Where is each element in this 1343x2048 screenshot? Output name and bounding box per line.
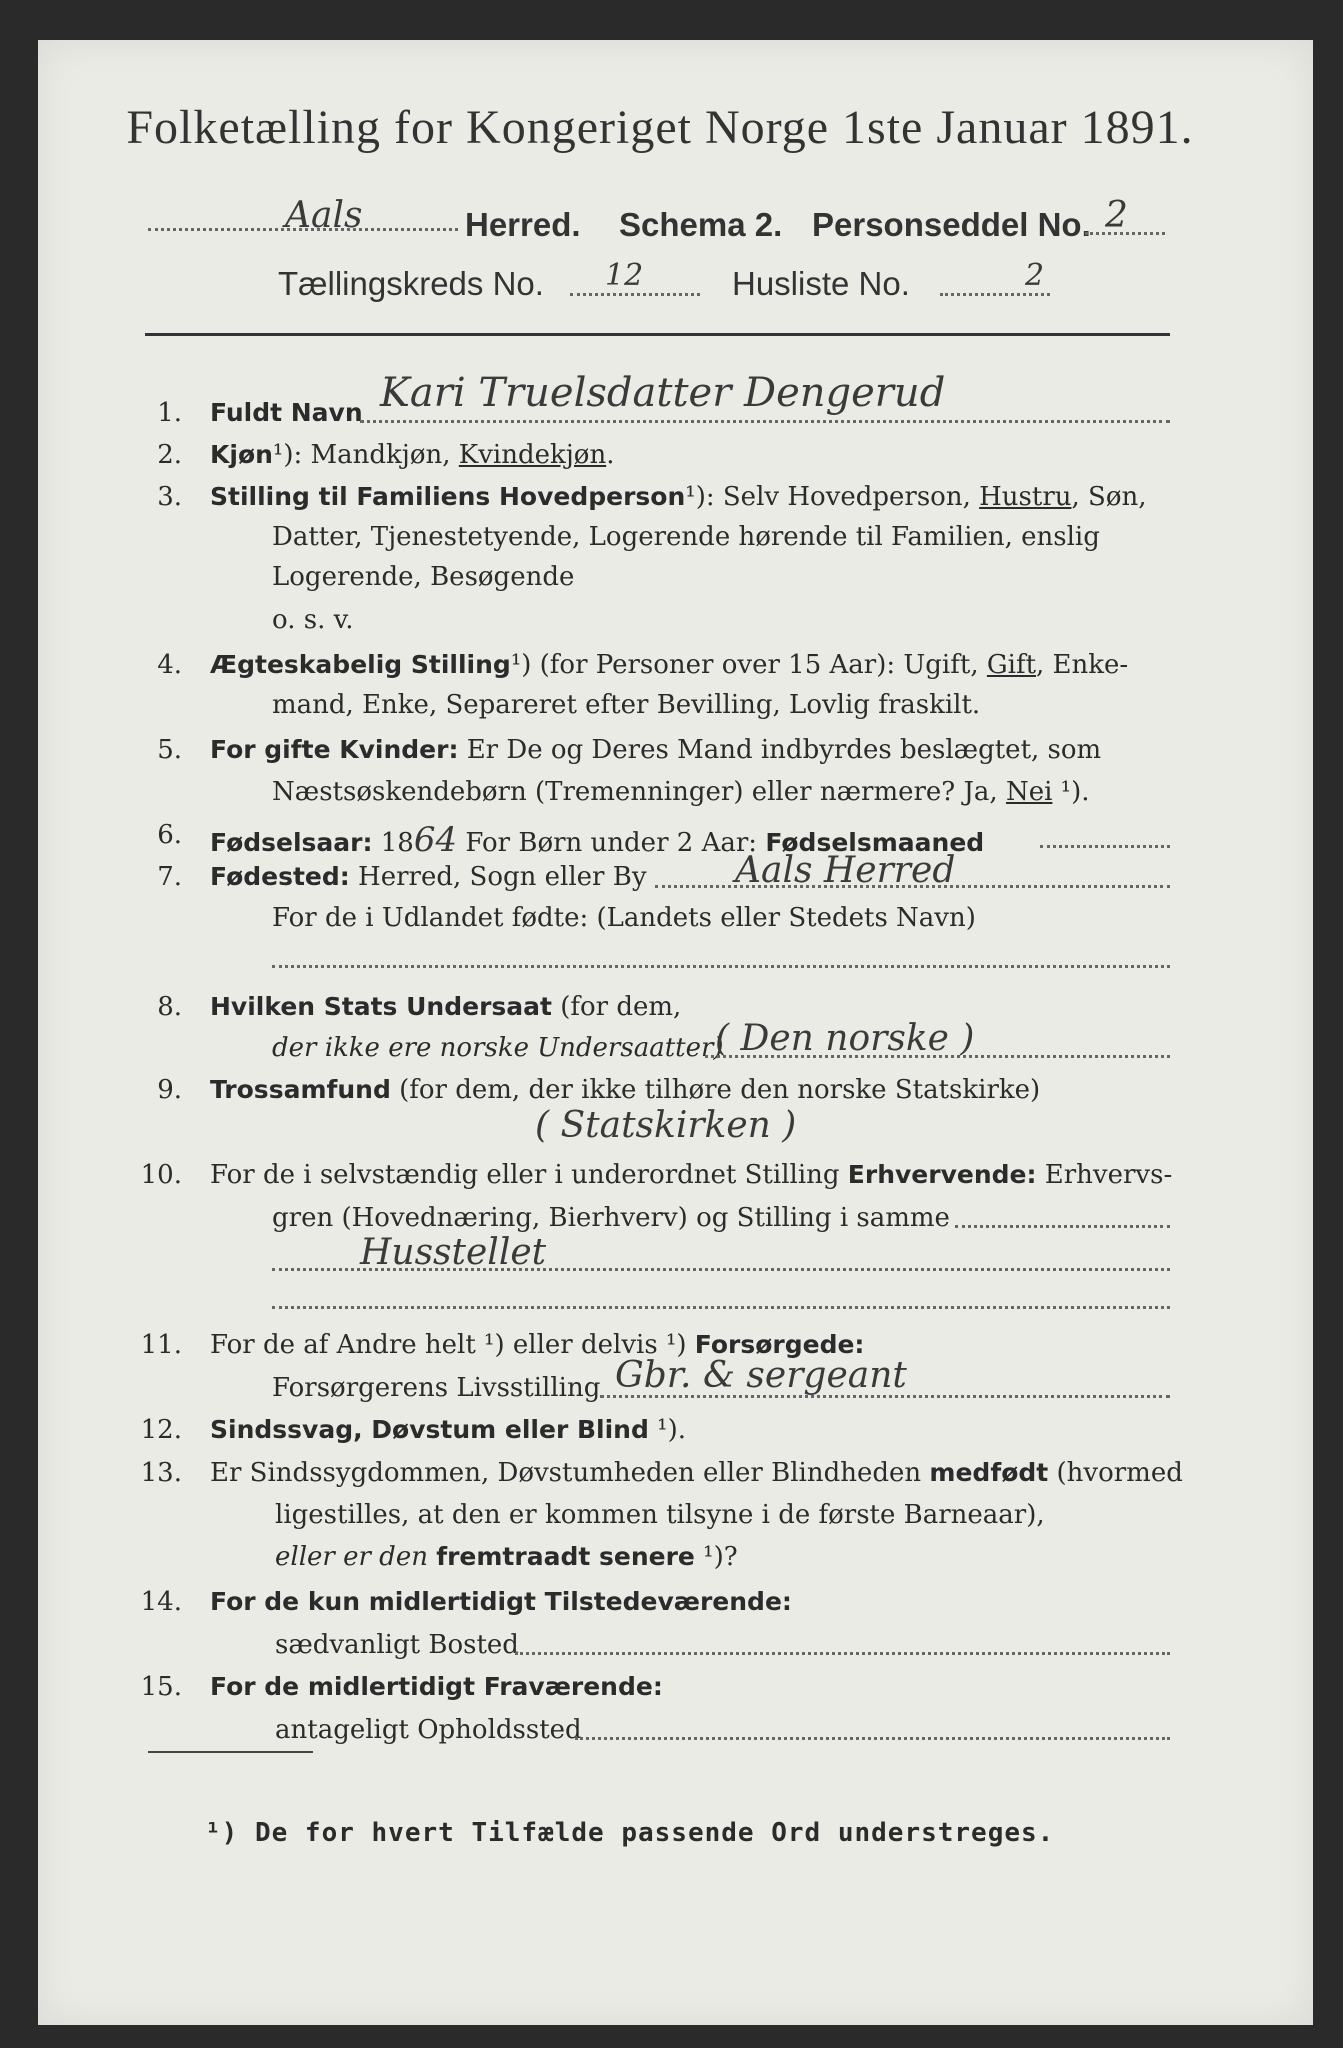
item-5-rest: Er De og Deres Mand indbyrdes beslægtet, som (458, 735, 1102, 765)
item-12-label: Sindssvag, Døvstum eller Blind (210, 1415, 649, 1444)
item-10-line-2: gren (Hovednæring, Bierhverv) og Stilling i samme (272, 1203, 950, 1233)
item-6-tail: For Børn under 2 Aar: (457, 828, 766, 858)
item-6-dotted-line (1040, 845, 1170, 848)
item-13-line-3 (275, 1542, 738, 1572)
item-2-underlined: Kvindekjøn (458, 440, 607, 470)
item-4-underlined: Gift (986, 650, 1037, 680)
item-13-label: medfødt (929, 1458, 1049, 1487)
item-number: 1. (157, 398, 182, 428)
item-10-tail: Erhvervs- (1036, 1160, 1173, 1190)
item-14-label: For de kun midlertidigt Tilstedeværende: (210, 1587, 792, 1616)
item-7-value: Aals Herred (735, 850, 956, 891)
item-10-dotted-line-1 (955, 1225, 1170, 1228)
item-4-tail: , Enke- (1036, 650, 1129, 680)
item-5-text: Næstsøskendebørn (Tremenninger) eller nærmere? Ja, (272, 777, 1006, 807)
footnote-rule (148, 1751, 313, 1753)
item-7-label: Fødested: (210, 862, 350, 891)
item-number: 12. (140, 1415, 182, 1445)
item-8-line-1 (210, 992, 681, 1022)
item-7-line-1 (210, 862, 647, 892)
item-13-line-2: ligestilles, at den er kommen tilsyne i de første Barneaar), (275, 1500, 1045, 1530)
item-1-value: Kari Truelsdatter Dengerud (380, 370, 946, 416)
item-2-tail: . (606, 440, 615, 470)
header-rule (145, 333, 1170, 336)
item-13-text: Er Sindssygdommen, Døvstumheden eller Blindheden (210, 1458, 930, 1488)
item-2-line (210, 440, 614, 470)
item-number: 15. (140, 1672, 182, 1702)
item-11-line-2: Forsørgerens Livsstilling (272, 1373, 601, 1403)
item-4-line-2: mand, Enke, Separeret efter Bevilling, Lovlig fraskilt. (272, 690, 981, 720)
item-13-text-3: eller er den (275, 1542, 437, 1572)
item-10-blank-line (272, 1306, 1170, 1309)
item-7-rest: Herred, Sogn eller By (349, 862, 647, 892)
item-15-dotted-line (575, 1737, 1170, 1740)
item-10-line-1 (210, 1160, 1172, 1190)
item-15-line-2: antageligt Opholdssted (275, 1715, 582, 1745)
item-15-label: For de midlertidigt Fraværende: (210, 1672, 663, 1701)
item-number: 14. (140, 1587, 182, 1617)
item-number: 6. (157, 820, 182, 850)
item-2-rest: ¹): Mandkjøn, (272, 440, 459, 470)
item-number: 4. (157, 650, 182, 680)
schema-label: Schema 2. (619, 206, 783, 243)
form-title: Folketælling for Kongeriget Norge 1ste Januar 1891. (126, 101, 1194, 154)
item-11-label: Forsørgede: (694, 1330, 865, 1359)
item-1-label: Fuldt Navn (210, 398, 363, 427)
item-7-blank-line (272, 965, 1170, 968)
husliste-dotted-line (940, 293, 1050, 296)
item-number: 5. (157, 735, 182, 765)
item-8-value: ( Den norske ) (715, 1018, 975, 1059)
item-5-underlined: Nei (1005, 777, 1053, 807)
item-6-label-2: Fødselsmaaned (765, 828, 985, 857)
footnote: ¹) De for hvert Tilfælde passende Ord understreges. (205, 1818, 1055, 1848)
item-number: 7. (157, 862, 182, 892)
item-5-line-2 (272, 777, 1090, 807)
personseddel-value: 2 (1105, 195, 1128, 236)
item-number: 11. (140, 1330, 182, 1360)
item-number: 2. (157, 440, 182, 470)
kreds-value: 12 (605, 258, 644, 293)
item-6-label: Fødselsaar: (210, 828, 373, 857)
item-7-line-2: For de i Udlandet fødte: (Landets eller Stedets Navn) (272, 903, 976, 933)
item-6-value: 64 (413, 820, 458, 860)
item-9-line-1 (210, 1075, 1040, 1105)
item-13-label-3: fremtraadt senere (436, 1542, 695, 1571)
item-number: 9. (157, 1075, 182, 1105)
item-14-line-2: sædvanligt Bosted (275, 1630, 519, 1660)
item-4-rest: ¹) (for Personer over 15 Aar): Ugift, (510, 650, 987, 680)
item-8-label: Hvilken Stats Undersaat (210, 992, 552, 1021)
item-number: 3. (157, 482, 182, 512)
item-11-value: Gbr. & sergeant (615, 1355, 907, 1396)
item-number: 10. (140, 1160, 182, 1190)
item-2-label: Kjøn (210, 440, 273, 469)
item-number: 8. (157, 992, 182, 1022)
item-13-line-1 (210, 1458, 1183, 1488)
item-number: 13. (140, 1458, 182, 1488)
item-3-rest: ¹): Selv Hovedperson, (685, 482, 980, 512)
item-9-label: Trossamfund (210, 1075, 391, 1104)
item-5-tail: ¹). (1052, 777, 1090, 807)
item-1-dotted-line (360, 420, 1170, 423)
item-10-text: For de i selvstændig eller i underordnet Stilling (210, 1160, 848, 1190)
item-14-dotted-line (515, 1652, 1170, 1655)
item-12-line (210, 1415, 686, 1445)
husliste-value: 2 (1025, 258, 1045, 293)
husliste-label: Husliste No. (732, 265, 910, 302)
item-13-tail: (hvormed (1048, 1458, 1183, 1488)
item-3-line-4: o. s. v. (272, 605, 354, 635)
item-13-tail-3: ¹)? (694, 1542, 738, 1572)
item-12-rest: ¹). (648, 1415, 686, 1445)
item-3-line-3: Logerende, Besøgende (272, 562, 575, 592)
item-3-underlined: Hustru (979, 482, 1072, 512)
item-5-label: For gifte Kvinder: (210, 735, 459, 764)
item-3-tail: , Søn, (1071, 482, 1147, 512)
herred-value: Aals (285, 195, 363, 236)
item-10-value: Husstellet (360, 1232, 547, 1273)
item-3-line-2: Datter, Tjenestetyende, Logerende hørende til Familien, enslig (272, 522, 1100, 552)
kreds-label: Tællingskreds No. (278, 265, 544, 302)
item-6-rest: 18 (372, 828, 414, 858)
kreds-dotted-line (570, 293, 700, 296)
herred-label: Herred. (465, 206, 581, 243)
item-9-value: ( Statskirken ) (535, 1105, 797, 1146)
item-4-line-1 (210, 650, 1128, 680)
item-11-text: For de af Andre helt ¹) eller delvis ¹) (210, 1330, 695, 1360)
personseddel-label: Personseddel No. (812, 206, 1091, 243)
item-8-line-2: der ikke ere norske Undersaatter) (272, 1033, 724, 1063)
item-3-label: Stilling til Familiens Hovedperson (210, 482, 686, 511)
item-5-line-1 (210, 735, 1101, 765)
item-10-label: Erhvervende: (847, 1160, 1037, 1189)
item-4-label: Ægteskabelig Stilling (210, 650, 511, 679)
item-3-line-1 (210, 482, 1147, 512)
item-9-rest: (for dem, der ikke tilhøre den norske Statskirke) (390, 1075, 1041, 1105)
item-8-rest: (for dem, (551, 992, 682, 1022)
